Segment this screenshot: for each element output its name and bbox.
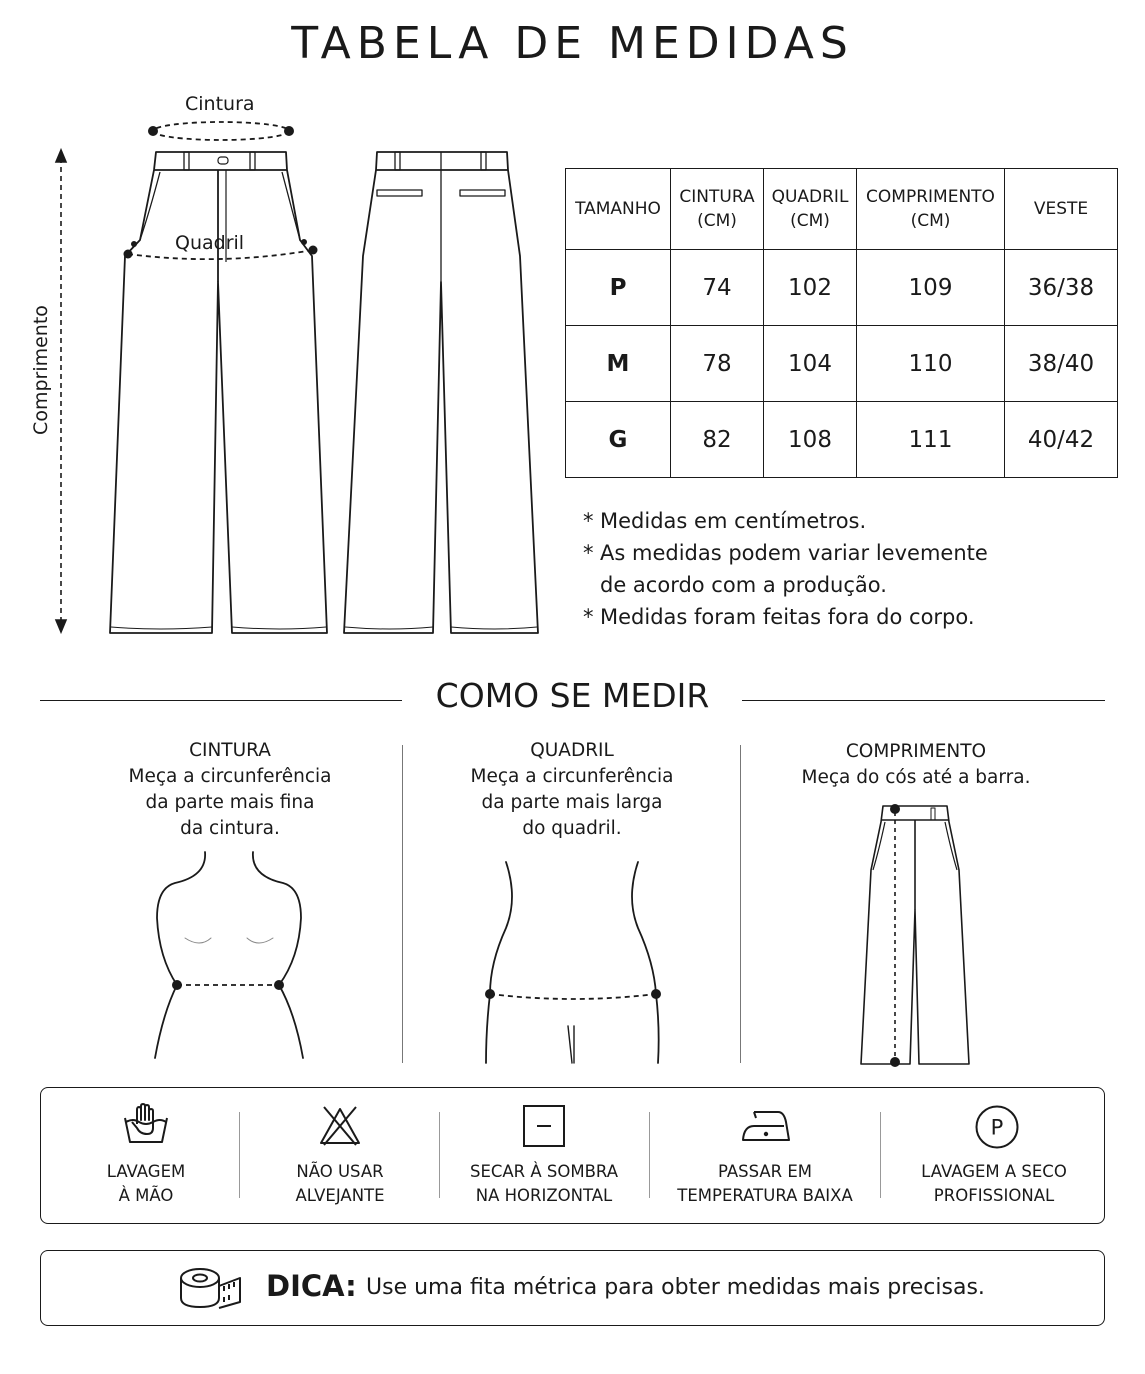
length-cell: 110 <box>857 326 1005 402</box>
length-cell: 109 <box>857 250 1005 326</box>
note-item: de acordo com a produção. <box>600 573 887 597</box>
column-divider <box>740 745 741 1063</box>
waist-measure-line <box>153 122 289 140</box>
care-label-dry-shade: SECAR À SOMBRA NA HORIZONTAL <box>469 1162 619 1205</box>
hip-illustration <box>478 858 668 1068</box>
header-hip: QUADRIL (CM) <box>764 169 857 250</box>
size-table <box>565 168 1118 478</box>
no-bleach-icon <box>318 1105 362 1147</box>
dry-clean-glyph: P <box>990 1115 1004 1140</box>
care-label-no-bleach: NÃO USAR ALVEJANTE <box>295 1162 385 1205</box>
how-to-heading: QUADRIL <box>530 740 614 761</box>
how-to-line: Meça a circunferência <box>128 766 332 787</box>
header-fits: VESTE <box>1005 169 1118 250</box>
how-to-heading: CINTURA <box>189 740 271 761</box>
iron-low-icon <box>740 1108 792 1146</box>
how-to-hip <box>422 738 722 842</box>
table-row <box>566 250 1118 326</box>
tip-label: DICA: <box>266 1269 357 1303</box>
note-item: * Medidas foram feitas fora do corpo. <box>583 605 975 629</box>
hip-cell: 102 <box>764 250 857 326</box>
length-pants-illustration <box>855 800 975 1070</box>
note-item: * Medidas em centímetros. <box>583 509 867 533</box>
page-title: TABELA DE MEDIDAS <box>291 18 854 69</box>
header-length: COMPRIMENTO (CM) <box>857 169 1005 250</box>
how-to-line: da parte mais fina <box>145 792 315 813</box>
note-item: * As medidas podem variar levemente <box>583 541 988 565</box>
length-measure-line <box>56 150 66 632</box>
care-divider <box>439 1112 440 1198</box>
how-to-line: da cintura. <box>180 818 280 839</box>
waist-cell: 74 <box>671 250 764 326</box>
tip-text: Use uma fita métrica para obter medidas mais precisas. <box>366 1275 985 1300</box>
waist-cell: 78 <box>671 326 764 402</box>
waist-cell: 82 <box>671 402 764 478</box>
dry-flat-shade-icon <box>522 1104 566 1148</box>
fits-cell: 40/42 <box>1005 402 1118 478</box>
hand-wash-icon <box>123 1102 169 1148</box>
hip-cell: 108 <box>764 402 857 478</box>
hip-label: Quadril <box>175 232 245 254</box>
table-row <box>566 402 1118 478</box>
fits-cell: 36/38 <box>1005 250 1118 326</box>
how-to-title: COMO SE MEDIR <box>435 676 710 715</box>
hip-cell: 104 <box>764 326 857 402</box>
length-label: Comprimento <box>30 305 52 435</box>
tape-measure-icon <box>178 1264 244 1312</box>
table-header-row <box>566 169 1118 250</box>
table-row <box>566 326 1118 402</box>
size-cell: M <box>566 326 671 402</box>
length-cell: 111 <box>857 402 1005 478</box>
column-divider <box>402 745 403 1063</box>
care-divider <box>880 1112 881 1198</box>
care-label-hand-wash: LAVAGEM À MÃO <box>106 1162 186 1205</box>
header-waist: CINTURA (CM) <box>671 169 764 250</box>
size-cell: G <box>566 402 671 478</box>
care-label-dry-clean: LAVAGEM A SECO PROFISSIONAL <box>921 1162 1067 1205</box>
pants-diagram <box>20 80 560 650</box>
how-to-heading: COMPRIMENTO <box>845 741 987 762</box>
header-size: TAMANHO <box>566 169 671 250</box>
how-to-line: Meça do cós até a barra. <box>801 767 1031 788</box>
care-divider <box>649 1112 650 1198</box>
how-to-line: Meça a circunferência <box>470 766 674 787</box>
notes-list <box>583 505 988 633</box>
fits-cell: 38/40 <box>1005 326 1118 402</box>
care-divider <box>239 1112 240 1198</box>
waist-torso-illustration <box>145 848 315 1063</box>
how-to-length <box>766 739 1066 791</box>
how-to-line: do quadril. <box>522 818 622 839</box>
dry-clean-p-icon <box>974 1104 1020 1150</box>
waist-label: Cintura <box>185 93 255 115</box>
size-cell: P <box>566 250 671 326</box>
how-to-line: da parte mais larga <box>481 792 663 813</box>
care-label-iron: PASSAR EM TEMPERATURA BAIXA <box>677 1162 853 1205</box>
how-to-waist <box>80 738 380 842</box>
